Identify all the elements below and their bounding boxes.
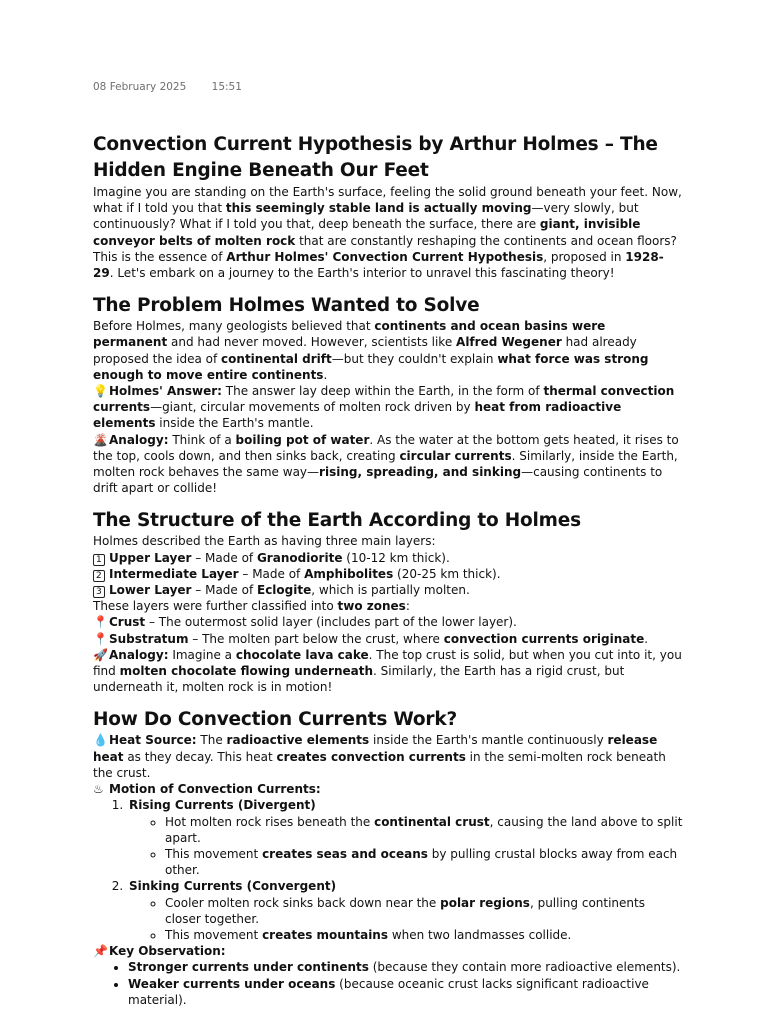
zone-item-substratum: 📍Substratum – The molten part below the crust, where convection currents originate. (93, 631, 649, 646)
motion-heading: ♨ Motion of Convection Currents: (93, 782, 321, 797)
list-item: • Stronger currents under continents (because they contain more radioactive elements). (128, 959, 683, 975)
note-time: 15:51 (211, 81, 242, 93)
list-item: ◦ This movement creates seas and oceans by pulling crustal blocks away from each other. (165, 846, 683, 878)
hot-springs-icon: ♨ (93, 782, 104, 797)
keycap-one-icon: 1 (93, 550, 109, 566)
lightbulb-icon: 💡 (93, 384, 108, 399)
volcano-icon: 🌋 (93, 432, 108, 447)
zones-intro: These layers were further classified into two zones: (93, 599, 410, 614)
section-heading-problem: The Problem Holmes Wanted to Solve (93, 295, 480, 317)
drop-icon: 💧 (93, 733, 108, 748)
section-heading-structure: The Structure of the Earth According to Holmes (93, 510, 581, 532)
layer-item-upper: 1 Upper Layer – Made of Granodiorite (10-12 km thick). (93, 550, 683, 566)
layer-item-lower: 3 Lower Layer – Made of Eclogite, which is partially molten. (93, 582, 683, 598)
pin-icon: 📍 (93, 631, 108, 646)
layer-item-intermediate: 2 Intermediate Layer – Made of Amphibolites (20-25 km thick). (93, 566, 683, 582)
page-title: Convection Current Hypothesis by Arthur Holmes – The Hidden Engine Beneath Our Feet (93, 134, 658, 181)
list-item: ◦ This movement creates mountains when two landmasses collide. (165, 927, 683, 943)
holmes-answer-paragraph: 💡Holmes' Answer: The answer lay deep within the Earth, in the form of thermal convection currents—giant, circular movements of molten rock driven by heat from radioactive elements inside the Earth's mantle. (93, 384, 675, 431)
structure-intro: Holmes described the Earth as having three main layers: (93, 534, 436, 549)
pushpin-icon: 📌 (93, 944, 108, 959)
list-item: 2. Sinking Currents (Convergent) ◦ Cooler molten rock sinks back down near the polar regions, pulling continents closer together. ◦ This movement creates mountains when two landmasses collide. (127, 878, 683, 943)
sub-list (129, 814, 683, 879)
note-body (93, 132, 683, 1008)
key-observation-heading: 📌Key Observation: (93, 944, 226, 959)
list-item: ◦ Cooler molten rock sinks back down near the polar regions, pulling continents closer together. (165, 895, 683, 927)
list-item: • Weaker currents under oceans (because oceanic crust lacks significant radioactive material). (128, 976, 683, 1008)
note-date: 08 February 2025 (93, 81, 187, 93)
keycap-three-icon: 3 (93, 582, 109, 598)
rocket-icon: 🚀 (93, 647, 108, 662)
note-timestamp (93, 81, 242, 93)
list-item: 1. Rising Currents (Divergent) ◦ Hot molten rock rises beneath the continental crust, causing the land above to split apart. ◦ This movement creates seas and oceans by pulling crustal blocks away from each other. (127, 797, 683, 878)
sub-list (129, 895, 683, 944)
keycap-two-icon: 2 (93, 566, 109, 582)
motion-list (93, 797, 683, 943)
heat-source-paragraph: 💧Heat Source: The radioactive elements inside the Earth's mantle continuously release heat as they decay. This heat creates convection currents in the semi-molten rock beneath the crust. (93, 733, 666, 780)
problem-paragraph: Before Holmes, many geologists believed that continents and ocean basins were permanent and had never moved. However, scientists like Alfred Wegener had already proposed the idea of continental drift—but they couldn't explain what force was strong enough to move entire continents. (93, 319, 649, 382)
pin-icon: 📍 (93, 615, 108, 630)
section-heading-how: How Do Convection Currents Work? (93, 709, 457, 731)
intro-paragraph-1: Imagine you are standing on the Earth's surface, feeling the solid ground beneath your feet. Now, what if I told you that this seemingly stable land is actually moving—very slowly, but continuously? What if I told you that, deep beneath the surface, there are giant, invisible conveyor belts of molten rock that are constantly reshaping the continents and ocean floors? (93, 185, 682, 248)
intro-paragraph-2: This is the essence of Arthur Holmes' Convection Current Hypothesis, proposed in 1928-29. Let's embark on a journey to the Earth's interior to unravel this fascinating theory! (93, 249, 664, 281)
boiling-pot-analogy: 🌋Analogy: Think of a boiling pot of water. As the water at the bottom gets heated, it rises to the top, cools down, and then sinks back, creating circular currents. Similarly, inside the Earth, molten rock behaves the same way—rising, spreading, and sinking—causing continents to drift apart or collide! (93, 432, 679, 496)
observation-list (93, 959, 683, 1008)
zone-item-crust: 📍Crust – The outermost solid layer (includes part of the lower layer). (93, 615, 517, 630)
list-item: ◦ Hot molten rock rises beneath the continental crust, causing the land above to split apart. (165, 814, 683, 846)
lava-cake-analogy: 🚀Analogy: Imagine a chocolate lava cake. The top crust is solid, but when you cut into it, you find molten chocolate flowing underneath. Similarly, the Earth has a rigid crust, but underneath it, molten rock is in motion! (93, 647, 682, 695)
